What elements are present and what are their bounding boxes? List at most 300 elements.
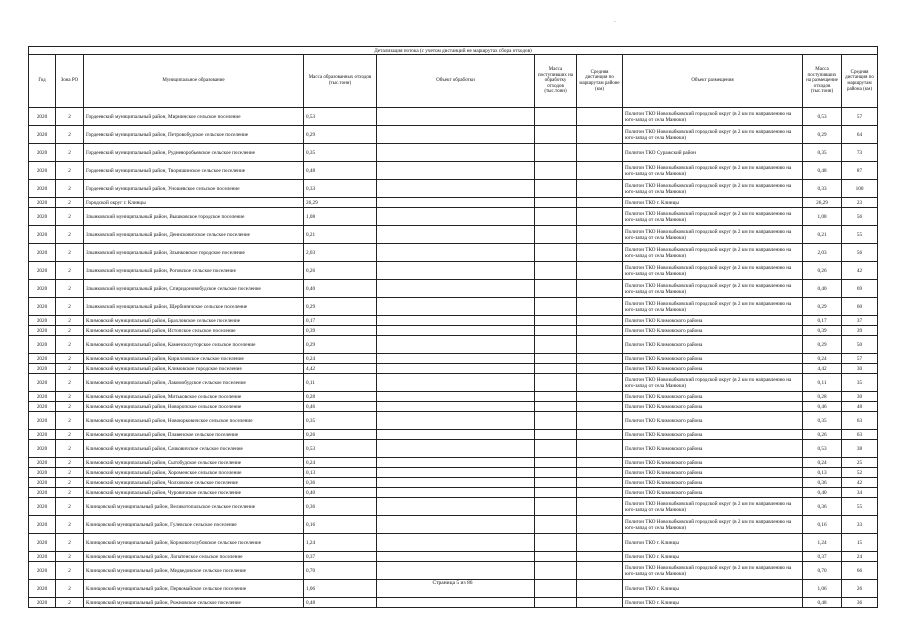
table-body	[29, 108, 878, 608]
cell-processing-object	[377, 478, 535, 488]
cell-mass-to-processing	[535, 516, 577, 534]
cell-zone: 2	[56, 316, 84, 326]
cell-mass-generated: 0,33	[304, 180, 377, 198]
cell-municipality: Злынковский муниципальный район, Спиридоновобудское сельское поселение	[84, 280, 304, 298]
cell-avg-distance-processing	[577, 374, 623, 392]
cell-processing-object	[377, 468, 535, 478]
cell-disposal-object: Полигон ТКО Новозыбковский городской округ (в 2 км по направлению на юго-запад от села Манюки)	[623, 516, 803, 534]
cell-mass-to-processing	[535, 244, 577, 262]
cell-mass-generated: 0,24	[304, 354, 377, 364]
cell-disposal-object: Полигон ТКО Новозыбковский городской округ (в 2 км по направлению на юго-запад от села Манюки)	[623, 374, 803, 392]
cell-avg-distance-disposal: 37	[842, 316, 878, 326]
cell-municipality: Климовский муниципальный район, Чолховское сельское поселение	[84, 478, 304, 488]
cell-mass-to-processing	[535, 488, 577, 498]
cell-mass-generated: 0,29	[304, 126, 377, 144]
cell-municipality: Клинцовский муниципальный район, Лопатенское сельское поселение	[84, 552, 304, 562]
header-avg-distance-disposal: Средняя дистанция по маршрутам района (км)	[842, 55, 878, 108]
header-mass-generated: Масса образованных отходов (тыс.тонн)	[304, 55, 377, 108]
cell-mass-generated: 1,08	[304, 208, 377, 226]
cell-zone: 2	[56, 144, 84, 162]
cell-avg-distance-processing	[577, 316, 623, 326]
cell-zone: 2	[56, 430, 84, 440]
cell-processing-object	[377, 326, 535, 336]
cell-processing-object	[377, 498, 535, 516]
table-row	[29, 498, 878, 516]
cell-disposal-object: Полигон ТКО Климовского района	[623, 412, 803, 430]
cell-mass-generated: 0,28	[304, 392, 377, 402]
cell-zone: 2	[56, 468, 84, 478]
cell-disposal-object: Полигон ТКО Суражский район	[623, 144, 803, 162]
cell-avg-distance-processing	[577, 144, 623, 162]
cell-zone: 2	[56, 126, 84, 144]
cell-mass-to-disposal: 0,35	[803, 144, 842, 162]
table-row	[29, 336, 878, 354]
cell-mass-to-disposal: 1,08	[803, 208, 842, 226]
cell-mass-to-disposal: 0,53	[803, 440, 842, 458]
header-year: Год	[29, 55, 56, 108]
cell-municipality: Климовский муниципальный район, Плавенское сельское поселение	[84, 430, 304, 440]
cell-mass-to-disposal: 0,36	[803, 478, 842, 488]
cell-year: 2020	[29, 468, 56, 478]
cell-municipality: Климовский муниципальный район, Климовское городское поселение	[84, 364, 304, 374]
cell-mass-generated: 0,17	[304, 316, 377, 326]
cell-avg-distance-disposal: 57	[842, 108, 878, 126]
cell-municipality: Злынковский муниципальный район, Денисковичское сельское поселение	[84, 226, 304, 244]
cell-mass-to-processing	[535, 364, 577, 374]
cell-disposal-object: Полигон ТКО Новозыбковский городской округ (в 2 км по направлению на юго-запад от села Манюки)	[623, 180, 803, 198]
cell-mass-generated: 1,06	[304, 580, 377, 598]
cell-mass-generated: 0,13	[304, 468, 377, 478]
cell-mass-to-disposal: 1,24	[803, 534, 842, 552]
cell-avg-distance-disposal: 25	[842, 458, 878, 468]
cell-avg-distance-processing	[577, 108, 623, 126]
table-row	[29, 208, 878, 226]
cell-avg-distance-disposal: 60	[842, 298, 878, 316]
cell-mass-generated: 0,21	[304, 226, 377, 244]
cell-zone: 2	[56, 326, 84, 336]
cell-zone: 2	[56, 180, 84, 198]
cell-zone: 2	[56, 516, 84, 534]
cell-mass-generated: 0,35	[304, 144, 377, 162]
cell-avg-distance-processing	[577, 598, 623, 608]
cell-disposal-object: Полигон ТКО Климовского района	[623, 326, 803, 336]
cell-year: 2020	[29, 354, 56, 364]
header-zone: Зона РО	[56, 55, 84, 108]
cell-mass-to-processing	[535, 226, 577, 244]
cell-year: 2020	[29, 552, 56, 562]
table-row	[29, 244, 878, 262]
cell-year: 2020	[29, 108, 56, 126]
cell-mass-generated: 0,37	[304, 552, 377, 562]
cell-mass-generated: 0,39	[304, 326, 377, 336]
cell-avg-distance-processing	[577, 498, 623, 516]
table-row	[29, 144, 878, 162]
cell-avg-distance-processing	[577, 488, 623, 498]
cell-avg-distance-disposal: 87	[842, 162, 878, 180]
cell-year: 2020	[29, 316, 56, 326]
cell-zone: 2	[56, 440, 84, 458]
cell-mass-generated: 0,11	[304, 374, 377, 392]
cell-mass-generated: 4,42	[304, 364, 377, 374]
table-row	[29, 488, 878, 498]
cell-mass-to-disposal: 0,46	[803, 402, 842, 412]
cell-processing-object	[377, 458, 535, 468]
cell-avg-distance-disposal: 52	[842, 468, 878, 478]
table-row	[29, 598, 878, 608]
cell-municipality: Гордеевский муниципальный район, Мирнинское сельское поселение	[84, 108, 304, 126]
cell-zone: 2	[56, 208, 84, 226]
cell-mass-to-processing	[535, 336, 577, 354]
table-row	[29, 440, 878, 458]
cell-avg-distance-disposal: 15	[842, 534, 878, 552]
cell-processing-object	[377, 402, 535, 412]
cell-mass-to-disposal: 0,29	[803, 336, 842, 354]
cell-processing-object	[377, 316, 535, 326]
cell-avg-distance-disposal: 57	[842, 354, 878, 364]
cell-avg-distance-processing	[577, 326, 623, 336]
cell-year: 2020	[29, 364, 56, 374]
cell-avg-distance-processing	[577, 180, 623, 198]
cell-processing-object	[377, 198, 535, 208]
cell-mass-to-processing	[535, 374, 577, 392]
cell-municipality: Климовский муниципальный район, Сачковичское сельское поселение	[84, 440, 304, 458]
cell-zone: 2	[56, 226, 84, 244]
cell-municipality: Климовский муниципальный район, Кирилловское сельское поселение	[84, 354, 304, 364]
cell-year: 2020	[29, 430, 56, 440]
cell-mass-to-disposal: 0,24	[803, 354, 842, 364]
cell-mass-to-disposal: 0,21	[803, 226, 842, 244]
cell-disposal-object: Полигон ТКО г. Клинцы	[623, 552, 803, 562]
report-table-container	[28, 46, 874, 608]
cell-mass-generated: 0,53	[304, 108, 377, 126]
table-row	[29, 458, 878, 468]
cell-mass-to-disposal: 0,16	[803, 516, 842, 534]
cell-mass-generated: 0,70	[304, 562, 377, 580]
cell-municipality: Климовский муниципальный район, Митьковское сельское поселение	[84, 392, 304, 402]
cell-mass-to-disposal: 0,40	[803, 488, 842, 498]
table-row	[29, 226, 878, 244]
cell-year: 2020	[29, 478, 56, 488]
cell-mass-generated: 0,16	[304, 516, 377, 534]
table-row	[29, 402, 878, 412]
header-disposal-object: Объект размещения	[623, 55, 803, 108]
cell-avg-distance-processing	[577, 440, 623, 458]
cell-disposal-object: Полигон ТКО Климовского района	[623, 468, 803, 478]
cell-mass-to-disposal: 2,03	[803, 244, 842, 262]
cell-avg-distance-disposal: 100	[842, 180, 878, 198]
table-header-row	[29, 55, 878, 108]
cell-avg-distance-disposal: 34	[842, 488, 878, 498]
cell-zone: 2	[56, 478, 84, 488]
cell-municipality: Городской округ г. Клинцы	[84, 198, 304, 208]
cell-avg-distance-processing	[577, 430, 623, 440]
cell-municipality: Климовский муниципальный район, Новоропское сельское поселение	[84, 402, 304, 412]
cell-avg-distance-processing	[577, 226, 623, 244]
cell-year: 2020	[29, 244, 56, 262]
cell-avg-distance-disposal: 30	[842, 392, 878, 402]
cell-mass-to-processing	[535, 298, 577, 316]
cell-avg-distance-processing	[577, 562, 623, 580]
cell-mass-to-disposal: 0,11	[803, 374, 842, 392]
cell-mass-to-disposal: 0,70	[803, 562, 842, 580]
cell-disposal-object: Полигон ТКО г. Клинцы	[623, 598, 803, 608]
cell-avg-distance-disposal: 63	[842, 430, 878, 440]
cell-disposal-object: Полигон ТКО Климовского района	[623, 402, 803, 412]
cell-processing-object	[377, 244, 535, 262]
cell-disposal-object: Полигон ТКО Климовского района	[623, 478, 803, 488]
cell-avg-distance-processing	[577, 162, 623, 180]
cell-processing-object	[377, 374, 535, 392]
cell-disposal-object: Полигон ТКО Климовского района	[623, 488, 803, 498]
cell-year: 2020	[29, 374, 56, 392]
table-row	[29, 412, 878, 430]
cell-mass-generated: 0,26	[304, 430, 377, 440]
cell-mass-generated: 0,40	[304, 488, 377, 498]
cell-processing-object	[377, 280, 535, 298]
header-processing-object: Объект обработки	[377, 55, 535, 108]
table-row	[29, 478, 878, 488]
cell-processing-object	[377, 440, 535, 458]
cell-processing-object	[377, 144, 535, 162]
cell-processing-object	[377, 598, 535, 608]
cell-zone: 2	[56, 488, 84, 498]
cell-year: 2020	[29, 488, 56, 498]
cell-mass-to-processing	[535, 402, 577, 412]
cell-year: 2020	[29, 412, 56, 430]
cell-processing-object	[377, 226, 535, 244]
cell-mass-to-disposal: 1,06	[803, 580, 842, 598]
cell-disposal-object: Полигон ТКО Новозыбковский городской округ (в 2 км по направлению на юго-запад от села Манюки)	[623, 298, 803, 316]
cell-disposal-object: Полигон ТКО г. Клинцы	[623, 534, 803, 552]
cell-disposal-object: Полигон ТКО г. Клинцы	[623, 580, 803, 598]
cell-year: 2020	[29, 402, 56, 412]
cell-year: 2020	[29, 162, 56, 180]
cell-processing-object	[377, 562, 535, 580]
cell-avg-distance-processing	[577, 534, 623, 552]
cell-mass-to-processing	[535, 412, 577, 430]
cell-processing-object	[377, 108, 535, 126]
header-mass-to-disposal: Масса поступивших на размещение отходов (тыс.тонн)	[803, 55, 842, 108]
cell-municipality: Климовский муниципальный район, Истопское сельское поселение	[84, 326, 304, 336]
cell-zone: 2	[56, 392, 84, 402]
cell-avg-distance-processing	[577, 280, 623, 298]
cell-municipality: Климовский муниципальный район, Лакомобудское сельское поселение	[84, 374, 304, 392]
cell-avg-distance-disposal: 42	[842, 478, 878, 488]
table-row	[29, 392, 878, 402]
cell-municipality: Климовский муниципальный район, Новоюрковичское сельское поселение	[84, 412, 304, 430]
cell-disposal-object: Полигон ТКО Новозыбковский городской округ (в 2 км по направлению на юго-запад от села Манюки)	[623, 262, 803, 280]
cell-avg-distance-processing	[577, 516, 623, 534]
cell-processing-object	[377, 354, 535, 364]
cell-avg-distance-processing	[577, 458, 623, 468]
cell-year: 2020	[29, 180, 56, 198]
cell-mass-to-processing	[535, 430, 577, 440]
cell-mass-to-disposal: 0,40	[803, 280, 842, 298]
table-caption: Детализация потока (с учетом дистанций не маршрутах сбора отходов)	[29, 47, 878, 55]
cell-avg-distance-processing	[577, 392, 623, 402]
table-row	[29, 162, 878, 180]
cell-avg-distance-disposal: 56	[842, 244, 878, 262]
cell-zone: 2	[56, 364, 84, 374]
cell-zone: 2	[56, 162, 84, 180]
table-row	[29, 354, 878, 364]
cell-avg-distance-processing	[577, 364, 623, 374]
cell-mass-to-disposal: 0,26	[803, 262, 842, 280]
table-row	[29, 516, 878, 534]
cell-disposal-object: Полигон ТКО Новозыбковский городской округ (в 2 км по направлению на юго-запад от села Манюки)	[623, 208, 803, 226]
cell-mass-to-disposal: 0,48	[803, 598, 842, 608]
table-caption-row	[29, 47, 878, 55]
cell-avg-distance-disposal: 36	[842, 598, 878, 608]
cell-zone: 2	[56, 498, 84, 516]
table-row	[29, 316, 878, 326]
cell-year: 2020	[29, 516, 56, 534]
cell-disposal-object: Полигон ТКО Климовского района	[623, 364, 803, 374]
corner-mark: -	[614, 20, 616, 25]
cell-avg-distance-processing	[577, 552, 623, 562]
table-row	[29, 262, 878, 280]
cell-processing-object	[377, 364, 535, 374]
cell-mass-generated: 0,35	[304, 412, 377, 430]
cell-mass-to-disposal: 26,29	[803, 198, 842, 208]
cell-municipality: Злынковский муниципальный район, Вышковское городское поселение	[84, 208, 304, 226]
cell-mass-to-processing	[535, 262, 577, 280]
cell-year: 2020	[29, 326, 56, 336]
cell-avg-distance-disposal: 55	[842, 226, 878, 244]
cell-mass-to-disposal: 0,35	[803, 412, 842, 430]
cell-mass-to-processing	[535, 478, 577, 488]
cell-year: 2020	[29, 580, 56, 598]
cell-processing-object	[377, 552, 535, 562]
cell-mass-to-processing	[535, 458, 577, 468]
cell-disposal-object: Полигон ТКО Климовского района	[623, 316, 803, 326]
cell-avg-distance-processing	[577, 126, 623, 144]
cell-zone: 2	[56, 280, 84, 298]
cell-mass-to-processing	[535, 144, 577, 162]
cell-municipality: Злынковский муниципальный район, Щербиничское сельское поселение	[84, 298, 304, 316]
cell-disposal-object: Полигон ТКО Новозыбковский городской округ (в 2 км по направлению на юго-запад от села Манюки)	[623, 108, 803, 126]
cell-year: 2020	[29, 144, 56, 162]
table-row	[29, 552, 878, 562]
table-row	[29, 430, 878, 440]
cell-zone: 2	[56, 298, 84, 316]
cell-mass-generated: 0,40	[304, 280, 377, 298]
cell-avg-distance-processing	[577, 354, 623, 364]
cell-processing-object	[377, 262, 535, 280]
cell-avg-distance-disposal: 23	[842, 198, 878, 208]
cell-mass-to-processing	[535, 354, 577, 364]
cell-municipality: Злынковский муниципальный район, Злынковское городское поселение	[84, 244, 304, 262]
cell-disposal-object: Полигон ТКО Новозыбковский городской округ (в 2 км по направлению на юго-запад от села Манюки)	[623, 244, 803, 262]
cell-zone: 2	[56, 374, 84, 392]
cell-avg-distance-processing	[577, 412, 623, 430]
waste-flow-table	[28, 46, 878, 608]
cell-mass-to-disposal: 0,29	[803, 126, 842, 144]
cell-mass-to-disposal: 0,33	[803, 180, 842, 198]
cell-avg-distance-disposal: 55	[842, 498, 878, 516]
cell-mass-to-processing	[535, 598, 577, 608]
cell-avg-distance-processing	[577, 336, 623, 354]
table-row	[29, 198, 878, 208]
cell-zone: 2	[56, 598, 84, 608]
cell-disposal-object: Полигон ТКО Новозыбковский городской округ (в 2 км по направлению на юго-запад от села Манюки)	[623, 126, 803, 144]
cell-avg-distance-disposal: 50	[842, 336, 878, 354]
cell-disposal-object: Полигон ТКО Новозыбковский городской округ (в 2 км по направлению на юго-запад от села Манюки)	[623, 280, 803, 298]
table-row	[29, 108, 878, 126]
header-municipality: Муниципальное образование	[84, 55, 304, 108]
cell-zone: 2	[56, 412, 84, 430]
cell-zone: 2	[56, 552, 84, 562]
cell-mass-generated: 2,03	[304, 244, 377, 262]
cell-municipality: Климовский муниципальный район, Брахловское сельское поселение	[84, 316, 304, 326]
cell-municipality: Клинцовский муниципальный район, Великотопальское сельское поселение	[84, 498, 304, 516]
cell-avg-distance-disposal: 48	[842, 402, 878, 412]
cell-municipality: Клинцовский муниципальный район, Рожновское сельское поселение	[84, 598, 304, 608]
cell-avg-distance-disposal: 35	[842, 374, 878, 392]
cell-processing-object	[377, 430, 535, 440]
cell-avg-distance-disposal: 73	[842, 144, 878, 162]
cell-zone: 2	[56, 336, 84, 354]
table-row	[29, 534, 878, 552]
cell-avg-distance-disposal: 24	[842, 552, 878, 562]
cell-zone: 2	[56, 354, 84, 364]
cell-mass-to-disposal: 0,26	[803, 430, 842, 440]
cell-disposal-object: Полигон ТКО Климовского района	[623, 440, 803, 458]
cell-mass-to-disposal: 0,37	[803, 552, 842, 562]
cell-year: 2020	[29, 440, 56, 458]
cell-mass-to-processing	[535, 316, 577, 326]
page-number: Страница 5 из 86	[432, 580, 473, 586]
cell-avg-distance-disposal: 66	[842, 562, 878, 580]
cell-avg-distance-disposal: 39	[842, 326, 878, 336]
cell-avg-distance-disposal: 38	[842, 440, 878, 458]
cell-processing-object	[377, 412, 535, 430]
cell-disposal-object: Полигон ТКО Климовского района	[623, 458, 803, 468]
cell-mass-to-processing	[535, 392, 577, 402]
cell-mass-to-processing	[535, 534, 577, 552]
cell-avg-distance-processing	[577, 208, 623, 226]
cell-mass-generated: 0,46	[304, 402, 377, 412]
cell-year: 2020	[29, 458, 56, 468]
cell-mass-generated: 0,53	[304, 440, 377, 458]
cell-mass-to-disposal: 0,36	[803, 498, 842, 516]
cell-avg-distance-disposal: 64	[842, 126, 878, 144]
table-row	[29, 468, 878, 478]
cell-zone: 2	[56, 402, 84, 412]
cell-disposal-object: Полигон ТКО Климовского района	[623, 336, 803, 354]
cell-processing-object	[377, 162, 535, 180]
cell-mass-generated: 0,48	[304, 162, 377, 180]
cell-avg-distance-disposal: 30	[842, 364, 878, 374]
cell-mass-to-processing	[535, 562, 577, 580]
cell-disposal-object: Полигон ТКО Климовского района	[623, 392, 803, 402]
cell-zone: 2	[56, 198, 84, 208]
cell-mass-to-disposal: 0,17	[803, 316, 842, 326]
cell-mass-generated: 26,29	[304, 198, 377, 208]
cell-avg-distance-processing	[577, 478, 623, 488]
cell-year: 2020	[29, 562, 56, 580]
cell-municipality: Климовский муниципальный район, Сытобудское сельское поселение	[84, 458, 304, 468]
cell-year: 2020	[29, 208, 56, 226]
cell-zone: 2	[56, 262, 84, 280]
cell-mass-to-processing	[535, 552, 577, 562]
cell-avg-distance-disposal: 33	[842, 516, 878, 534]
cell-mass-to-disposal: 0,53	[803, 108, 842, 126]
cell-municipality: Климовский муниципальный район, Каменскохуторское сельское поселение	[84, 336, 304, 354]
cell-municipality: Клинцовский муниципальный район, Медведовское сельское поселение	[84, 562, 304, 580]
cell-year: 2020	[29, 198, 56, 208]
cell-avg-distance-disposal: 56	[842, 208, 878, 226]
